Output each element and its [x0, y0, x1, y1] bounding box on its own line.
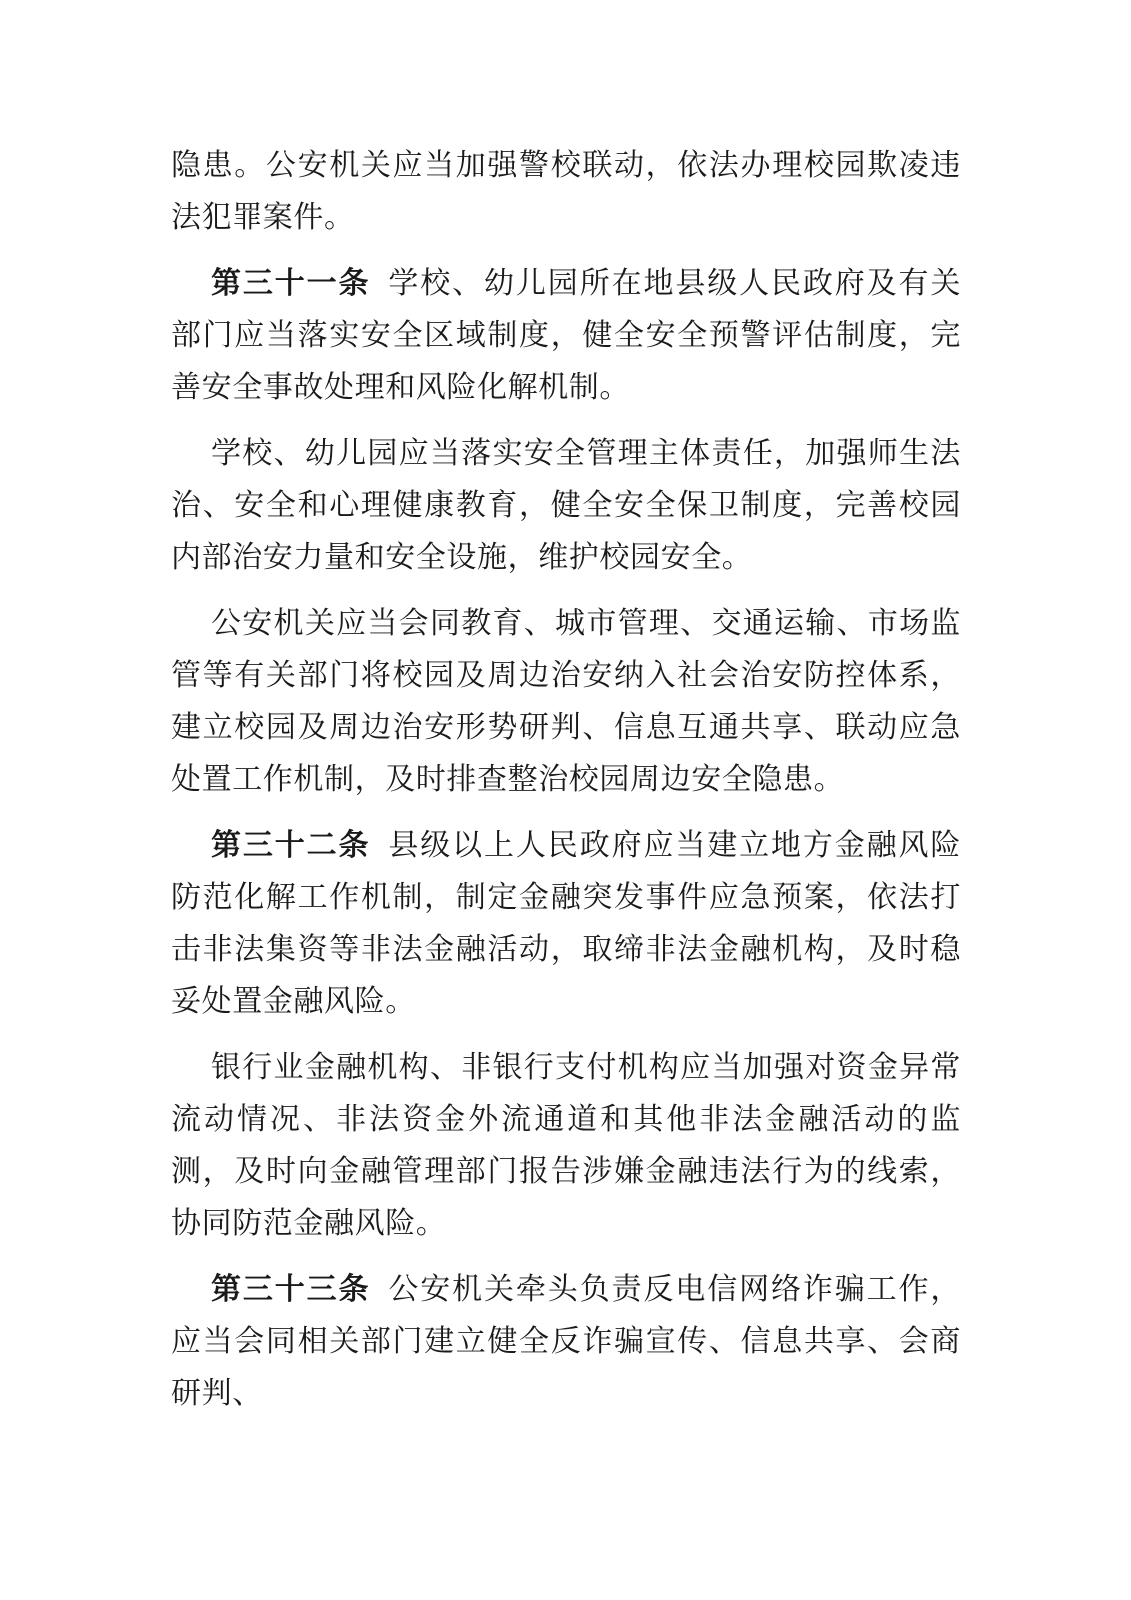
article-number: 第三十三条: [211, 1272, 371, 1307]
paragraph-text: 公安机关牵头负责反电信网络诈骗工作，应当会同相关部门建立健全反诈骗宣传、信息共享、会商研判、: [171, 1272, 961, 1411]
paragraph: [171, 428, 961, 584]
article-number: 第三十二条: [211, 828, 371, 863]
paragraph-text: 县级以上人民政府应当建立地方金融风险防范化解工作机制，制定金融突发事件应急预案，依法打击非法集资等非法金融活动，取缔非法金融机构，及时稳妥处置金融风险。: [171, 828, 961, 1019]
paragraph: [171, 1042, 961, 1250]
paragraph-text: 银行业金融机构、非银行支付机构应当加强对资金异常流动情况、非法资金外流通道和其他非法金融活动的监测，及时向金融管理部门报告涉嫌金融违法行为的线索，协同防范金融风险。: [171, 1050, 961, 1241]
article-33-paragraph: [171, 1264, 961, 1420]
article-31-paragraph: [171, 258, 961, 414]
paragraph-text: 学校、幼儿园应当落实安全管理主体责任，加强师生法治、安全和心理健康教育，健全安全保卫制度，完善校园内部治安力量和安全设施，维护校园安全。: [171, 436, 961, 575]
paragraph-text: 公安机关应当会同教育、城市管理、交通运输、市场监管等有关部门将校园及周边治安纳入社会治安防控体系，建立校园及周边治安形势研判、信息互通共享、联动应急处置工作机制，及时排查整治校园周边安全隐患。: [171, 606, 961, 797]
article-number: 第三十一条: [211, 266, 371, 301]
document-body: [171, 140, 961, 1434]
article-32-paragraph: [171, 820, 961, 1028]
paragraph: [171, 598, 961, 806]
paragraph-text: 学校、幼儿园所在地县级人民政府及有关部门应当落实安全区域制度，健全安全预警评估制度，完善安全事故处理和风险化解机制。: [171, 266, 961, 405]
paragraph-text: 隐患。公安机关应当加强警校联动，依法办理校园欺凌违法犯罪案件。: [171, 148, 961, 235]
paragraph-continuation: [171, 140, 961, 244]
